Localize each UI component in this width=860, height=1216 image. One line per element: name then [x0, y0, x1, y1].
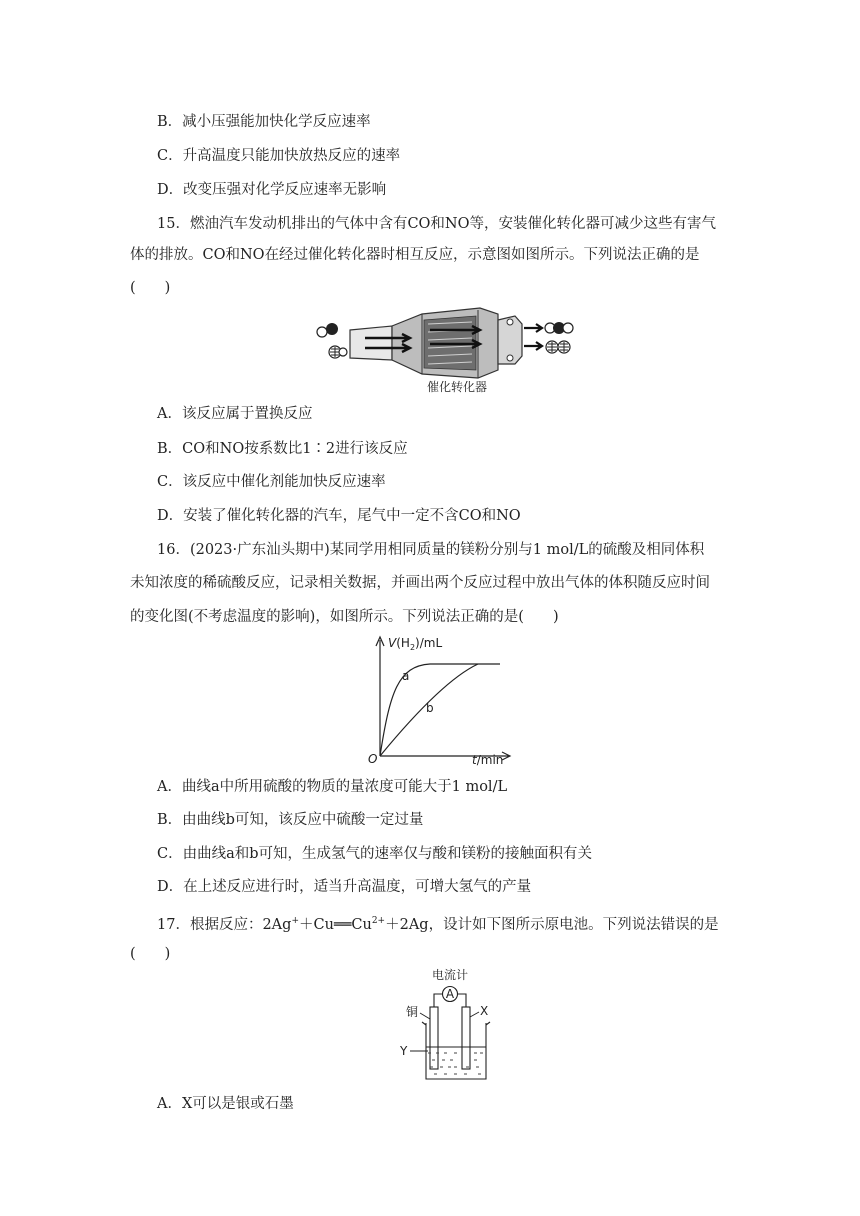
volume-time-graph	[368, 632, 518, 766]
q16-option-b: B．由曲线b可知，该反应中硫酸一定过量	[157, 812, 424, 828]
q16-option-c: C．由曲线a和b可知，生成氢气的速率仅与酸和镁粉的接触面积有关	[157, 846, 593, 862]
y-axis-label: $V(H_2)/mL$	[388, 636, 443, 652]
q15-option-b: B．CO和NO按系数比1∶2进行该反应	[157, 441, 408, 457]
curve-a-label: a	[402, 669, 410, 683]
meter-label: 电流计	[432, 968, 469, 982]
catalytic-converter-figure	[310, 300, 580, 395]
galvanic-cell-figure	[388, 967, 508, 1087]
curve-b-label: b	[426, 701, 434, 715]
q16-option-d: D．在上述反应进行时，适当升高温度，可增大氢气的产量	[157, 879, 532, 895]
q15-stem-line1: 15．燃油汽车发动机排出的气体中含有CO和NO等，安装催化转化器可减少这些有害气	[157, 216, 717, 232]
figure-caption: 催化转化器	[426, 380, 488, 394]
q16-stem-line2: 未知浓度的稀硫酸反应，记录相关数据，并画出两个反应过程中放出气体的体积随反应时间	[130, 575, 710, 591]
q15-stem-line2: 体的排放。CO和NO在经过催化转化器时相互反应，示意图如图所示。下列说法正确的是	[130, 247, 700, 263]
q14-option-b: B．减小压强能加快化学反应速率	[157, 114, 371, 130]
q16-stem-line1: 16．(2023·广东汕头期中)某同学用相同质量的镁粉分别与1 mol/L的硫酸及相同体积	[157, 542, 705, 558]
q15-answer-bracket: ( )	[130, 280, 171, 296]
origin-label: O	[368, 752, 378, 766]
curve-a	[380, 664, 500, 756]
q16-stem-line3: 的变化图(不考虑温度的影响)，如图所示。下列说法正确的是( )	[130, 609, 559, 625]
copper-label: 铜	[406, 1005, 419, 1019]
q17-option-a: A．X可以是银或石墨	[157, 1096, 294, 1112]
q17-stem-line1: 17．根据反应：$2Ag^++Cu══Cu^{2+}+2Ag$，设计如下图所示原电池。下列说法错误的是	[157, 916, 719, 933]
x-electrode	[462, 1007, 470, 1069]
q14-option-c: C．升高温度只能加快放热反应的速率	[157, 148, 401, 164]
x-label: X	[480, 1004, 489, 1018]
q17-answer-bracket: ( )	[130, 946, 171, 962]
y-label: Y	[400, 1044, 408, 1058]
q14-option-d: D．改变压强对化学反应速率无影响	[157, 182, 387, 198]
q15-option-d: D．安装了催化转化器的汽车，尾气中一定不含CO和NO	[157, 508, 521, 524]
x-axis-label: t/min	[472, 753, 504, 766]
svg-text:A: A	[445, 987, 455, 1001]
q15-option-c: C．该反应中催化剂能加快反应速率	[157, 474, 386, 490]
q16-option-a: A．曲线a中所用硫酸的物质的量浓度可能大于1 mol/L	[157, 779, 508, 795]
q15-option-a: A．该反应属于置换反应	[157, 406, 313, 422]
